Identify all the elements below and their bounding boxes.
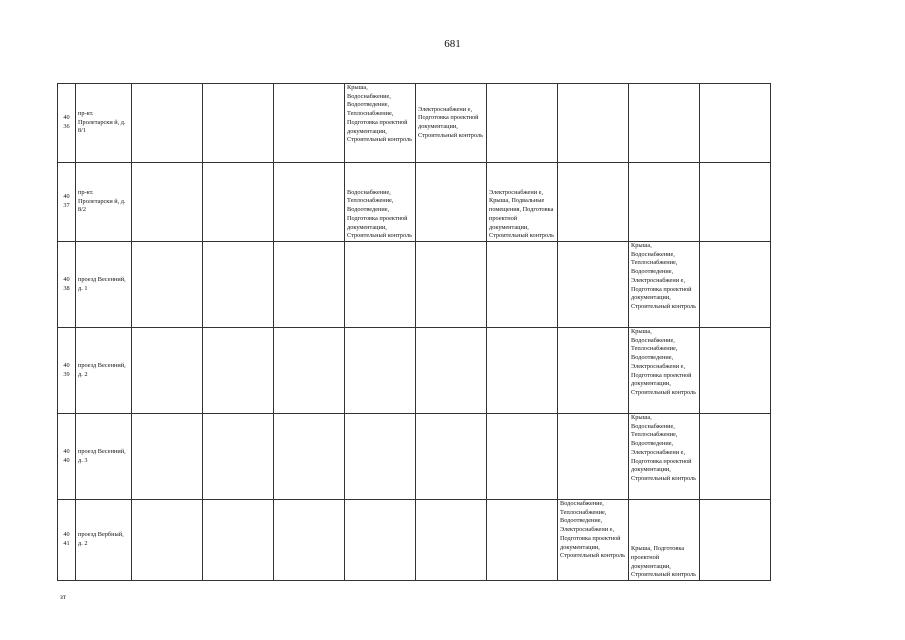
address-cell: проезд Весенний, д. 2 — [76, 328, 132, 414]
works-cell — [558, 84, 629, 163]
address-cell: проезд Весенний, д. 1 — [76, 242, 132, 328]
page-number: 681 — [444, 38, 461, 50]
works-cell: Крыша, Водоснабжение, Водоотведение, Теплоснабжение, Подготовка проектной документации, Строительный контроль — [345, 84, 416, 163]
address-cell: пр-кт. Пролетарски й, д. 8/1 — [76, 84, 132, 163]
empty-cell — [203, 414, 274, 500]
empty-cell — [274, 328, 345, 414]
empty-cell — [203, 242, 274, 328]
works-cell: Крыша, Водоснабжение, Теплоснабжение, Водоотведение, Электроснабжени е, Подготовка проектной документации, Строительный контроль — [629, 414, 700, 500]
table-row — [58, 163, 842, 242]
empty-cell — [274, 84, 345, 163]
works-cell — [345, 328, 416, 414]
row-number-cell: 40 39 — [58, 328, 76, 414]
works-cell: Водоснабжение, Теплоснабжение, Водоотведение, Электроснабжени е, Подготовка проектной документации, Строительный контроль — [558, 500, 629, 581]
work-schedule-table — [57, 83, 842, 581]
empty-cell — [700, 242, 771, 328]
empty-cell — [700, 500, 771, 581]
works-cell — [416, 414, 487, 500]
row-number-cell: 40 41 — [58, 500, 76, 581]
works-cell — [487, 414, 558, 500]
empty-cell — [132, 328, 203, 414]
address-cell: проезд Вербный, д. 2 — [76, 500, 132, 581]
works-cell — [629, 163, 700, 242]
works-cell — [487, 500, 558, 581]
empty-cell — [132, 242, 203, 328]
works-cell — [416, 328, 487, 414]
empty-cell — [132, 414, 203, 500]
works-cell — [558, 414, 629, 500]
row-number-cell: 40 38 — [58, 242, 76, 328]
works-cell: Электроснабжени е, Крыша, Подвальные помещения, Подготовка проектной документации, Строительный контроль — [487, 163, 558, 242]
empty-cell — [700, 414, 771, 500]
empty-cell — [700, 84, 771, 163]
empty-cell — [132, 163, 203, 242]
works-cell: Электроснабжени е, Подготовка проектной документации, Строительный контроль — [416, 84, 487, 163]
works-cell — [558, 328, 629, 414]
works-cell — [345, 414, 416, 500]
works-cell — [487, 328, 558, 414]
empty-cell — [203, 163, 274, 242]
works-cell: Крыша, Подготовка проектной документации, Строительный контроль — [629, 500, 700, 581]
table-row — [58, 84, 842, 163]
address-cell: проезд Весенний, д. 3 — [76, 414, 132, 500]
works-cell — [416, 242, 487, 328]
row-number-cell: 40 37 — [58, 163, 76, 242]
empty-cell — [700, 328, 771, 414]
row-number-cell: 40 36 — [58, 84, 76, 163]
empty-cell — [274, 414, 345, 500]
works-cell — [416, 500, 487, 581]
footer-mark: зт — [60, 593, 66, 601]
works-cell: Водоснабжение, Теплоснабжение, Водоотведение, Подготовка проектной документации, Строительный контроль — [345, 163, 416, 242]
empty-cell — [203, 500, 274, 581]
works-cell — [629, 84, 700, 163]
works-cell — [416, 163, 487, 242]
address-cell: пр-кт. Пролетарски й, д. 8/2 — [76, 163, 132, 242]
works-cell — [345, 500, 416, 581]
empty-cell — [274, 500, 345, 581]
works-cell — [345, 242, 416, 328]
table-row — [58, 500, 842, 581]
works-cell — [558, 242, 629, 328]
works-cell: Крыша, Водоснабжение, Теплоснабжение, Водоотведение, Электроснабжени е, Подготовка проектной документации, Строительный контроль — [629, 328, 700, 414]
empty-cell — [132, 500, 203, 581]
empty-cell — [132, 84, 203, 163]
works-cell — [487, 242, 558, 328]
works-cell — [487, 84, 558, 163]
empty-cell — [203, 84, 274, 163]
table-row — [58, 414, 842, 500]
empty-cell — [700, 163, 771, 242]
row-number-cell: 40 40 — [58, 414, 76, 500]
table-row — [58, 242, 842, 328]
empty-cell — [274, 163, 345, 242]
works-cell: Крыша, Водоснабжение, Теплоснабжение, Водоотведение, Электроснабжени е, Подготовка проектной документации, Строительный контроль — [629, 242, 700, 328]
table-row — [58, 328, 842, 414]
works-cell — [558, 163, 629, 242]
empty-cell — [274, 242, 345, 328]
empty-cell — [203, 328, 274, 414]
